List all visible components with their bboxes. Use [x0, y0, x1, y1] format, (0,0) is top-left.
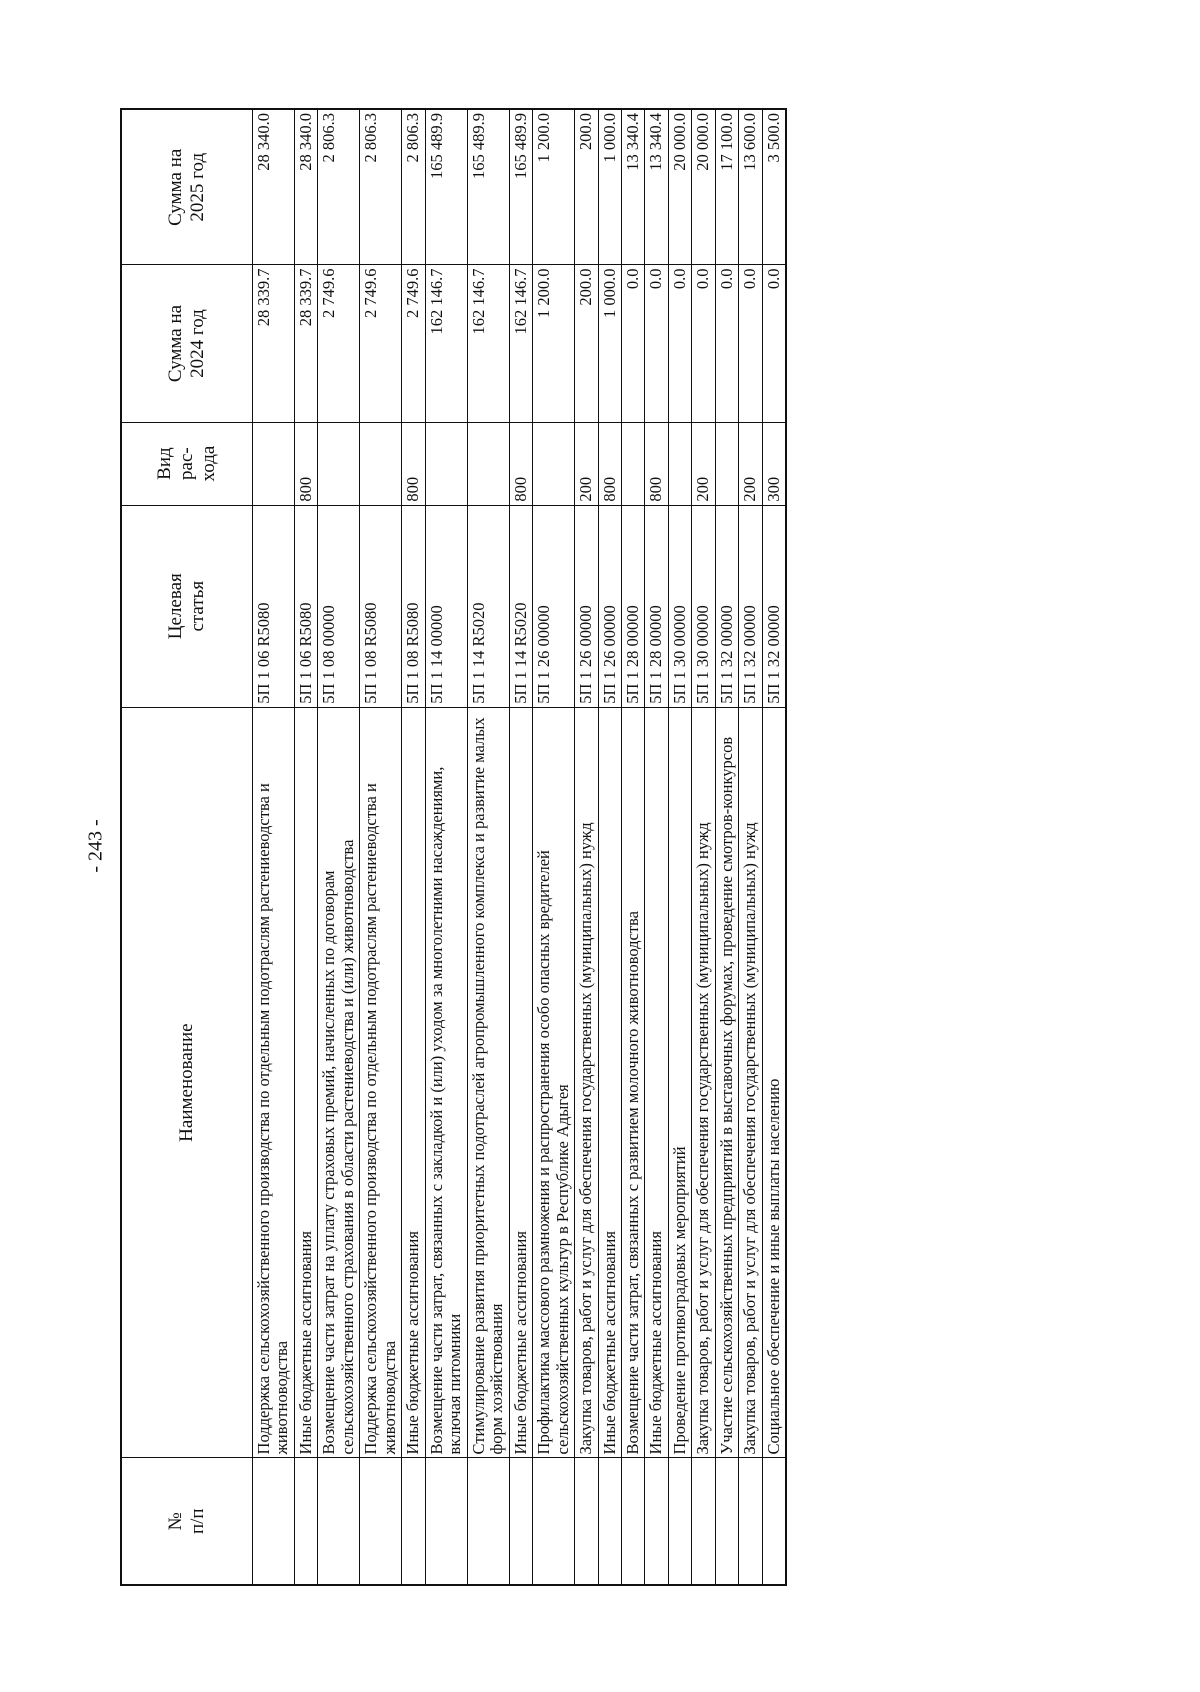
header-name: Наименование: [121, 707, 253, 1458]
cell-target-article: 5П 1 32 00000: [715, 505, 738, 707]
cell-target-article: 5П 1 06 R5080: [294, 505, 317, 707]
cell-expense-type: 200: [739, 422, 762, 505]
cell-sum-2025: 1 000.0: [598, 109, 621, 265]
cell-target-article: 5П 1 28 00000: [645, 505, 668, 707]
cell-expense-type: [621, 422, 644, 505]
cell-name: Поддержка сельскохозяйственного производства по отдельным подотраслям растениеводства и животноводства: [253, 707, 295, 1458]
rotated-table-container: [120, 108, 1080, 1586]
cell-sum-2025: 28 340.0: [294, 109, 317, 265]
cell-sum-2025: 2 806.3: [360, 109, 402, 265]
cell-target-article: 5П 1 08 00000: [318, 505, 360, 707]
cell-expense-type: 800: [509, 422, 532, 505]
cell-num: [762, 1458, 786, 1585]
cell-sum-2025: 20 000.0: [692, 109, 715, 265]
cell-num: [318, 1458, 360, 1585]
cell-expense-type: 800: [402, 422, 425, 505]
cell-sum-2024: 2 749.6: [402, 265, 425, 422]
cell-name: Профилактика массового размножения и распространения особо опасных вредителей сельскохозяйственных культур в Республике Адыгея: [533, 707, 575, 1458]
cell-expense-type: [533, 422, 575, 505]
table-row: [402, 109, 425, 1585]
cell-expense-type: [467, 422, 509, 505]
table-row: [575, 109, 598, 1585]
cell-sum-2025: 28 340.0: [253, 109, 295, 265]
cell-target-article: 5П 1 32 00000: [739, 505, 762, 707]
cell-name: Иные бюджетные ассигнования: [402, 707, 425, 1458]
cell-sum-2025: 20 000.0: [668, 109, 691, 265]
cell-name: Возмещение части затрат, связанных с закладкой и (или) уходом за многолетними насаждениями, включая питомники: [425, 707, 467, 1458]
table-row: [533, 109, 575, 1585]
cell-name: Стимулирование развития приоритетных подотраслей агропромышленного комплекса и развитие малых форм хозяйствования: [467, 707, 509, 1458]
cell-sum-2024: 2 749.6: [318, 265, 360, 422]
table-header-row: [121, 109, 253, 1585]
cell-sum-2025: 165 489.9: [509, 109, 532, 265]
cell-sum-2024: 0.0: [762, 265, 786, 422]
cell-sum-2024: 200.0: [575, 265, 598, 422]
cell-num: [294, 1458, 317, 1585]
cell-sum-2024: 2 749.6: [360, 265, 402, 422]
cell-num: [645, 1458, 668, 1585]
cell-num: [467, 1458, 509, 1585]
cell-sum-2024: 0.0: [692, 265, 715, 422]
cell-expense-type: [715, 422, 738, 505]
cell-num: [533, 1458, 575, 1585]
cell-num: [402, 1458, 425, 1585]
cell-expense-type: 800: [598, 422, 621, 505]
cell-sum-2025: 17 100.0: [715, 109, 738, 265]
cell-expense-type: [318, 422, 360, 505]
cell-name: Социальное обеспечение и иные выплаты населению: [762, 707, 786, 1458]
cell-sum-2024: 28 339.7: [294, 265, 317, 422]
cell-sum-2024: 162 146.7: [425, 265, 467, 422]
cell-target-article: 5П 1 26 00000: [598, 505, 621, 707]
table-row: [621, 109, 644, 1585]
cell-name: Иные бюджетные ассигнования: [645, 707, 668, 1458]
cell-target-article: 5П 1 30 00000: [692, 505, 715, 707]
table-row: [668, 109, 691, 1585]
page-number: - 243 -: [84, 819, 107, 873]
table-row: [715, 109, 738, 1585]
cell-num: [425, 1458, 467, 1585]
cell-num: [668, 1458, 691, 1585]
cell-target-article: 5П 1 14 R5020: [467, 505, 509, 707]
cell-expense-type: 200: [692, 422, 715, 505]
table-row: [645, 109, 668, 1585]
table-row: [253, 109, 295, 1585]
header-num: № п/п: [121, 1458, 253, 1585]
cell-sum-2024: 0.0: [668, 265, 691, 422]
cell-expense-type: 300: [762, 422, 786, 505]
cell-sum-2025: 3 500.0: [762, 109, 786, 265]
cell-num: [253, 1458, 295, 1585]
header-target-article: Целевая статья: [121, 505, 253, 707]
cell-name: Возмещение части затрат на уплату страховых премий, начисленных по договорам сельскохозяйственного страхования в области растениеводства и (или) животноводства: [318, 707, 360, 1458]
cell-num: [692, 1458, 715, 1585]
cell-sum-2025: 200.0: [575, 109, 598, 265]
cell-expense-type: [360, 422, 402, 505]
cell-target-article: 5П 1 32 00000: [762, 505, 786, 707]
cell-target-article: 5П 1 26 00000: [533, 505, 575, 707]
cell-expense-type: 800: [645, 422, 668, 505]
cell-sum-2025: 2 806.3: [318, 109, 360, 265]
table-row: [692, 109, 715, 1585]
cell-expense-type: [425, 422, 467, 505]
cell-num: [598, 1458, 621, 1585]
cell-sum-2024: 1 200.0: [533, 265, 575, 422]
cell-name: Иные бюджетные ассигнования: [294, 707, 317, 1458]
cell-sum-2025: 2 806.3: [402, 109, 425, 265]
cell-name: Возмещение части затрат, связанных с развитием молочного животноводства: [621, 707, 644, 1458]
table-row: [739, 109, 762, 1585]
cell-num: [739, 1458, 762, 1585]
cell-sum-2024: 0.0: [645, 265, 668, 422]
cell-target-article: 5П 1 28 00000: [621, 505, 644, 707]
cell-sum-2024: 0.0: [621, 265, 644, 422]
cell-name: Участие сельскохозяйственных предприятий в выставочных форумах, проведение смотров-конкурсов: [715, 707, 738, 1458]
table-row: [360, 109, 402, 1585]
cell-num: [575, 1458, 598, 1585]
cell-name: Иные бюджетные ассигнования: [598, 707, 621, 1458]
header-expense-type: Вид рас- хода: [121, 422, 253, 505]
cell-num: [715, 1458, 738, 1585]
cell-sum-2025: 13 600.0: [739, 109, 762, 265]
cell-expense-type: 200: [575, 422, 598, 505]
cell-name: Поддержка сельскохозяйственного производства по отдельным подотраслям растениеводства и животноводства: [360, 707, 402, 1458]
cell-sum-2024: 28 339.7: [253, 265, 295, 422]
table-row: [509, 109, 532, 1585]
cell-target-article: 5П 1 08 R5080: [360, 505, 402, 707]
cell-sum-2025: 13 340.4: [621, 109, 644, 265]
cell-num: [360, 1458, 402, 1585]
cell-sum-2024: 0.0: [715, 265, 738, 422]
cell-target-article: 5П 1 26 00000: [575, 505, 598, 707]
cell-expense-type: [668, 422, 691, 505]
cell-sum-2025: 13 340.4: [645, 109, 668, 265]
table-row: [425, 109, 467, 1585]
cell-name: Закупка товаров, работ и услуг для обеспечения государственных (муниципальных) нужд: [575, 707, 598, 1458]
cell-target-article: 5П 1 06 R5080: [253, 505, 295, 707]
cell-sum-2025: 165 489.9: [467, 109, 509, 265]
cell-name: Закупка товаров, работ и услуг для обеспечения государственных (муниципальных) нужд: [739, 707, 762, 1458]
cell-name: Иные бюджетные ассигнования: [509, 707, 532, 1458]
table-row: [318, 109, 360, 1585]
cell-sum-2024: 1 000.0: [598, 265, 621, 422]
cell-num: [621, 1458, 644, 1585]
cell-target-article: 5П 1 14 R5020: [509, 505, 532, 707]
cell-sum-2024: 162 146.7: [509, 265, 532, 422]
cell-name: Закупка товаров, работ и услуг для обеспечения государственных (муниципальных) нужд: [692, 707, 715, 1458]
table-row: [598, 109, 621, 1585]
cell-target-article: 5П 1 14 00000: [425, 505, 467, 707]
header-sum-2024: Сумма на 2024 год: [121, 265, 253, 422]
cell-num: [509, 1458, 532, 1585]
cell-sum-2025: 165 489.9: [425, 109, 467, 265]
cell-expense-type: [253, 422, 295, 505]
cell-sum-2025: 1 200.0: [533, 109, 575, 265]
cell-sum-2024: 162 146.7: [467, 265, 509, 422]
budget-table: [120, 108, 787, 1586]
cell-sum-2024: 0.0: [739, 265, 762, 422]
cell-target-article: 5П 1 08 R5080: [402, 505, 425, 707]
table-row: [294, 109, 317, 1585]
table-row: [467, 109, 509, 1585]
cell-target-article: 5П 1 30 00000: [668, 505, 691, 707]
cell-name: Проведение противоградовых мероприятий: [668, 707, 691, 1458]
cell-expense-type: 800: [294, 422, 317, 505]
table-row: [762, 109, 786, 1585]
header-sum-2025: Сумма на 2025 год: [121, 109, 253, 265]
